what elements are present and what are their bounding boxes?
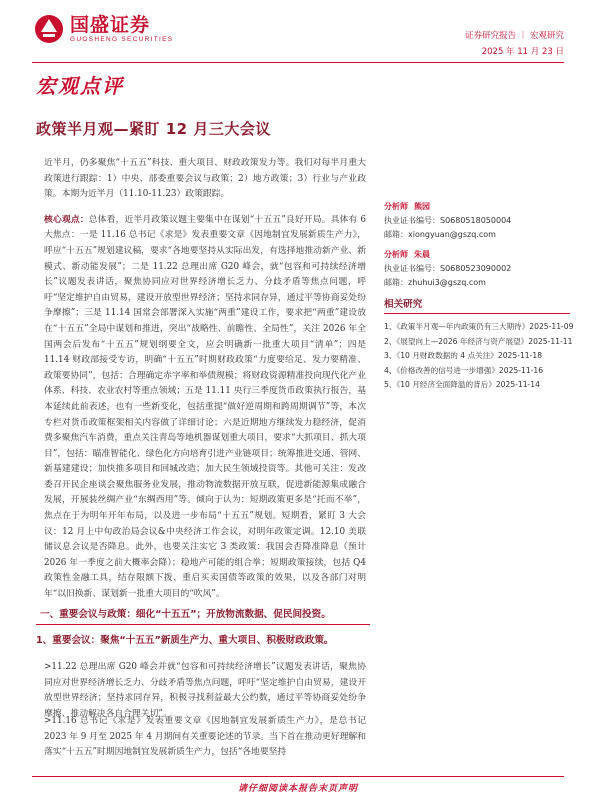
sidebar [384, 200, 574, 393]
report-meta [465, 28, 564, 60]
analyst-cert: 执业证书编号：S0680523090002 [384, 264, 512, 273]
company-logo [34, 14, 173, 44]
analyst-name: 熊园 [414, 202, 430, 211]
related-research-item[interactable]: 5、《10 月经济全面降温的背后》2025-11-14 [384, 380, 540, 389]
report-date: 2025 年 11 月 23 日 [481, 47, 564, 57]
header-divider [32, 62, 564, 63]
related-research-item[interactable]: 3、《10 月财政数据的 4 点关注》2025-11-18 [384, 351, 543, 360]
point-paragraph-g20: >11.22 总理出席 G20 峰会并就“包容和可持续经济增长”议题发表讲话，聚焦协同应对世界经济增长乏力、分歧矛盾等焦点问题，呼吁“坚定维护自由贸易，建设开放型世界经济；坚持求同存异，积极寻找利益最大公约数，通过平等协商妥处纷争摩擦、推动解决各自合理关切”。 [44, 662, 366, 719]
section-subheading-1-1: 1、重要会议：聚焦“十五五”新质生产力、重大项目、积极财政政策。 [36, 635, 334, 646]
core-view-kicker: 核心观点： [44, 214, 89, 225]
main-column [44, 156, 366, 613]
core-view-body: 总体看，近半月政策议题主要集中在谋划“十五五”良好开局。具体有 6 大焦点：一是 11.16 总书记《求是》发表重要文章《因地制宜发展新质生产力》，呼应“十五五”规划建议稿，要求“各地要坚持从实际出发，有选择地推动新产业、新模式、新动能发展”；二是 11.22 总理出席 G20 峰会，就“包容和可持续经济增长”议题发表讲话，聚焦协同应对世界经济增长乏力、分歧矛盾等焦点问题，呼吁“坚定维护自由贸易，建设开放型世界经济；坚持求同存异，通过平等协商妥处纷争摩擦”；三是 11.14 国常会部署深入实施“两重”建设工作，要求把“两重”建设放在“十五五”全局中谋划和推进，突出“战略性、前瞻性、全局性”，关注 2026 年全国两会后发布“十五五”规划纲要全文，应会明确新一批重大项目“清单”；四是 11.14 财政部接受专访，明确“十五五”时期财政政策“力度要给足、发力要精准、政策要协同”，包括：合理确定赤字率和举债规模；将财政资源精准投向现代化产业体系、科技、农业农村等重点领域；五是 11.11 央行三季度货币政策执行报告，基本延续此前表述，也有一些新变化，包括重提“做好逆周期和跨周期调节”等，本次专栏对货币政策框架相关内容做了详细讨论；六是近期地方继续发力稳经济，促消费多聚焦汽车消费，重点关注青岛等地机器谋划重大项目，要求“大抓项目、抓大项目”，包括：瞄准智能化、绿色化方向培育引进产业链项目；统筹推进交通、管网、新基建建设；加快推多项目和回城改造；加大民生领域投资等。其他可关注：发改委召开民企座谈会聚焦服务业发展，推动物流数据开放互联，促进新能源集成融合发展，开展装丝绸产业“东绸西用”等。倾向于认为：短期政策更多是“托而不举”，焦点在于为明年开年布局，以及进一步布局“十五五”规划。短期看，紧盯 3 大会议：12 月上中旬政治局会议&中央经济工作会议，对明年政策定调。12.10 美联储议息会议是否降息。此外，也要关注实它 3 类政策：我国会否降准降息（预计 2026 年一季度之前大概率会降）；稳地产可能的组合拳；短期政策接续，包括 Q4 政策性金融工具，结存限额下拨、重启买卖国债等政策的效果，以及各部门对明年“以旧换新、谋划新一批重大项目的“吹风”。 [44, 214, 366, 600]
footer-divider [32, 776, 564, 777]
analyst-email[interactable]: 邮箱：xiongyuan@gszq.com [384, 230, 496, 239]
analyst-card [384, 248, 570, 290]
logo-icon [34, 14, 64, 44]
analyst-card [384, 200, 570, 242]
related-research-item[interactable]: 4、《价格改善的信号进一步增强》2025-11-16 [384, 365, 544, 375]
footer-disclaimer: 请仔细阅读本报告末页声明 [237, 784, 358, 794]
analyst-role: 分析师 [384, 250, 408, 259]
analyst-email[interactable]: 邮箱：zhuhui3@gszq.com [384, 278, 486, 287]
point-paragraph-qiushi: >11.16 总书记《求是》发表重要文章《因地制宜发展新质生产力》，是总书记 2023 年 9 月至 2025 年 4 月期间有关重要论述的节录。当下首在推动更好理解和落实“十五五”时期因地制宜发展新质生产力，包括“各地要坚持 [44, 716, 366, 758]
related-research-title: 相关研究 [384, 296, 570, 314]
analyst-name: 朱晨 [414, 250, 430, 259]
analyst-cert: 执业证书编号：S0680518050004 [384, 216, 512, 225]
intro-paragraph: 近半月，仍多聚焦“十五五”科技、重大项目、财政政策发力等。我们对每半月重大政策进行跟踪：1）中央、部委重要会议与政策；2）地方政策；3）行业与产业政策。本期为近半月（11.10-11.23）政策跟踪。 [44, 158, 366, 200]
related-research-item[interactable]: 1、《政策半月观—年内政策仍有三大期待》2025-11-09 [384, 322, 574, 331]
logo-name-cn: 国盛证券 [70, 14, 151, 36]
section-heading-1: 一、重要会议与政策：细化“十五五”；开放物流数据、促民间投资。 [36, 606, 370, 625]
analyst-role: 分析师 [384, 202, 408, 211]
core-view-paragraph [44, 213, 366, 603]
related-research-item[interactable]: 2、《展望向上—2026 年经济与资产展望》2025-11-11 [384, 336, 573, 346]
logo-name-en: GUOSHENG SECURITIES [70, 36, 174, 43]
report-section-type: 宏观点评 [36, 74, 124, 98]
report-kind: 证券研究报告 ｜ 宏观研究 [465, 31, 564, 41]
report-title: 政策半月观—紧盯 12 月三大会议 [36, 120, 271, 138]
